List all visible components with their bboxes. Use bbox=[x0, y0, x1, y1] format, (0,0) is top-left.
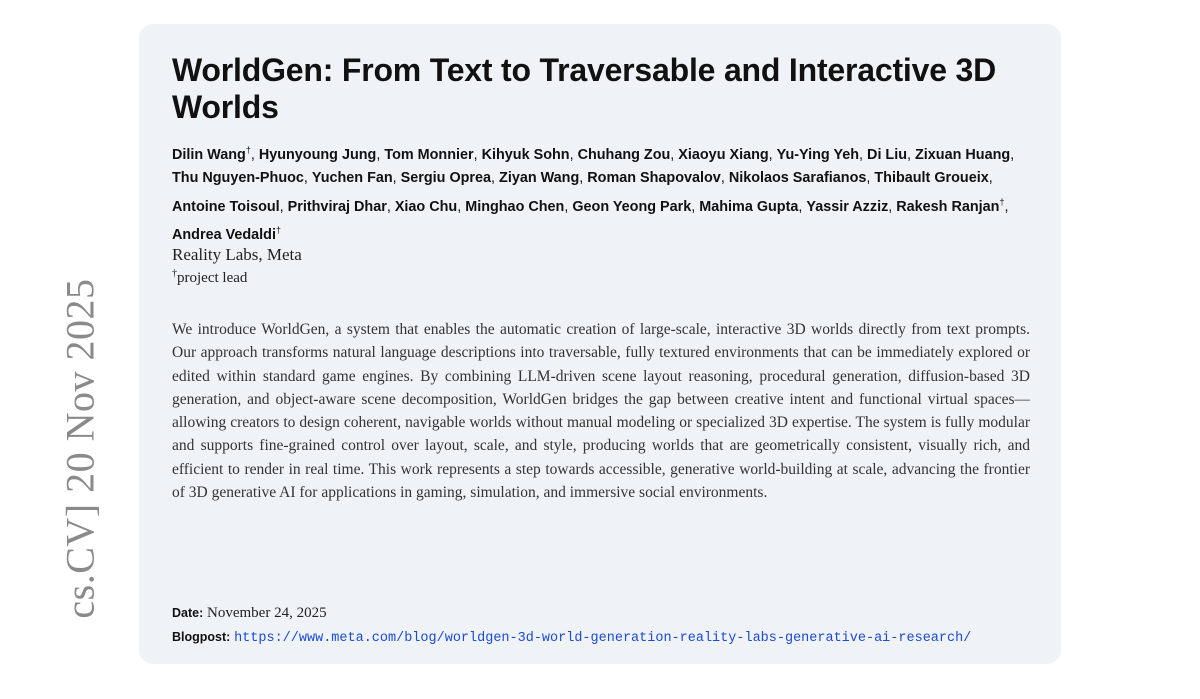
date-label: Date: bbox=[172, 606, 204, 620]
author-name: Geon Yeong Park bbox=[572, 198, 692, 215]
author-name: Thibault Groueix bbox=[874, 170, 989, 187]
author-name: Yuchen Fan bbox=[311, 170, 393, 187]
author-name: Kihyuk Sohn bbox=[481, 146, 570, 163]
author-name: Mahima Gupta bbox=[699, 198, 799, 215]
author-name: Thu Nguyen-Phuoc bbox=[172, 170, 304, 187]
paper-header-card bbox=[139, 24, 1061, 664]
author-name: Di Liu bbox=[867, 146, 908, 163]
blogpost-line bbox=[172, 629, 971, 646]
dagger-mark: † bbox=[275, 225, 281, 236]
date-value: November 24, 2025 bbox=[207, 605, 327, 621]
author-name: Prithviraj Dhar bbox=[287, 198, 387, 215]
affiliation: Reality Labs, Meta bbox=[172, 245, 302, 264]
author-name: Andrea Vedaldi bbox=[172, 226, 276, 243]
author-name: Xiaoyu Xiang bbox=[678, 146, 769, 163]
author-name: Hyunyoung Jung bbox=[258, 146, 377, 163]
arxiv-side-stamp: cs.CV] 20 Nov 2025 bbox=[57, 278, 103, 619]
author-name: Yassir Azziz bbox=[806, 198, 889, 215]
project-lead-text: project lead bbox=[177, 270, 248, 286]
author-name: Sergiu Oprea bbox=[400, 170, 492, 187]
date-line bbox=[172, 605, 327, 622]
blogpost-label: Blogpost: bbox=[172, 630, 231, 644]
project-lead-note bbox=[172, 268, 247, 287]
author-name: Tom Monnier bbox=[384, 146, 474, 163]
dagger-mark: † bbox=[999, 196, 1005, 207]
author-name: Roman Shapovalov bbox=[587, 170, 721, 187]
author-name: Antoine Toisoul bbox=[172, 198, 280, 215]
author-name: Nikolaos Sarafianos bbox=[728, 170, 867, 187]
author-name: Dilin Wang bbox=[172, 146, 246, 163]
author-name: Yu-Ying Yeh bbox=[776, 146, 860, 163]
author-name: Ziyan Wang bbox=[499, 170, 580, 187]
author-name: Rakesh Ranjan bbox=[896, 198, 1000, 215]
dagger-mark: † bbox=[172, 268, 177, 279]
abstract-text: We introduce WorldGen, a system that enables the automatic creation of large-scale, interactive 3D worlds directly from text prompts. Our approach transforms natural language descriptions into traversable, fully textured environments that can be immediately explored or edited within standard game engines. By combining LLM-driven scene layout reasoning, procedural generation, diffusion-based 3D generation, and object-aware scene decomposition, WorldGen bridges the gap between creative intent and functional virtual spaces—allowing creators to design coherent, navigable worlds without manual modeling or specialized 3D expertise. The system is fully modular and supports fine-grained control over layout, scale, and style, producing worlds that are geometrically consistent, visually rich, and efficient to render in real time. This work represents a step towards accessible, generative world-building at scale, advancing the frontier of 3D generative AI for applications in gaming, simulation, and immersive social environments. bbox=[172, 321, 1030, 502]
author-name: Xiao Chu bbox=[394, 198, 458, 215]
dagger-mark: † bbox=[245, 145, 251, 155]
author-name: Minghao Chen bbox=[465, 198, 565, 215]
paper-title: WorldGen: From Text to Traversable and Interactive 3D Worlds bbox=[172, 52, 996, 125]
blogpost-link[interactable]: https://www.meta.com/blog/worldgen-3d-world-generation-reality-labs-generative-ai-research/ bbox=[234, 631, 972, 646]
author-list: Dilin Wang†, Hyunyoung Jung, Tom Monnier, Kihyuk Sohn, Chuhang Zou, Xiaoyu Xiang, Yu-Ying Yeh, Di Liu, Zixuan Huang, Thu Nguyen-Phuoc, Yuchen Fan, Sergiu Oprea, Ziyan Wang, Roman Shapovalov, Nikolaos Sarafianos, Thibault Groueix, Antoine Toisoul, Prithviraj Dhar, Xiao Chu, Minghao Chen, Geon Yeong Park, Mahima Gupta, Yassir Azziz, Rakesh Ranjan†, Andrea Vedaldi† bbox=[172, 145, 1015, 243]
author-name: Chuhang Zou bbox=[577, 146, 671, 163]
author-name: Zixuan Huang bbox=[915, 146, 1011, 163]
